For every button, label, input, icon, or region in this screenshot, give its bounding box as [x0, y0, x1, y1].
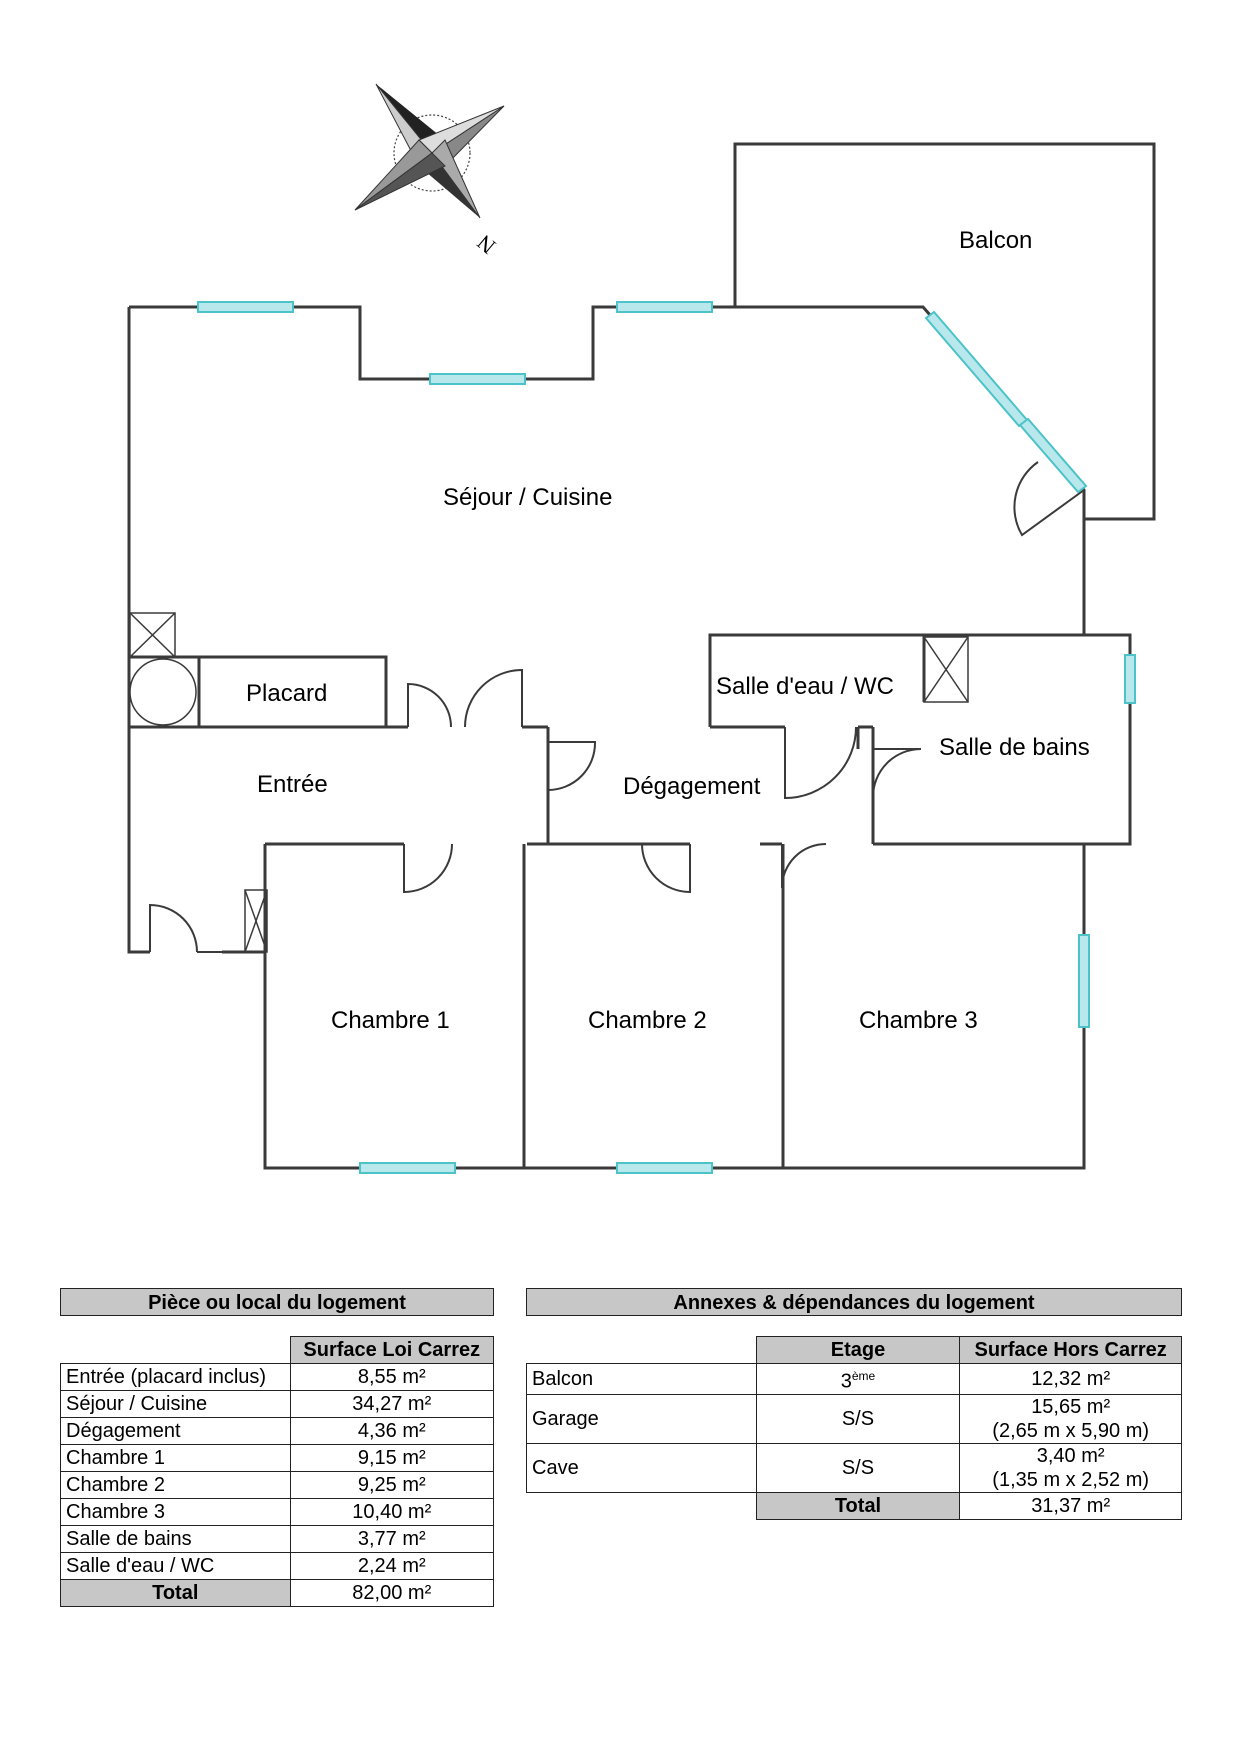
column-header-surface-hors-carrez: Surface Hors Carrez	[960, 1337, 1182, 1364]
table-row: Cave S/S 3,40 m² (1,35 m x 2,52 m)	[527, 1443, 1182, 1492]
table-right-title: Annexes & dépendances du logement	[526, 1288, 1182, 1316]
room-label-chambre-3: Chambre 3	[859, 1007, 978, 1034]
column-header-etage: Etage	[756, 1337, 960, 1364]
room-label-salle-eau: Salle d'eau / WC	[716, 673, 894, 700]
doors	[150, 462, 1084, 952]
table-total-row	[61, 1580, 494, 1607]
room-label-sejour: Séjour / Cuisine	[443, 484, 613, 511]
table-row: Chambre 2 9,25 m²	[61, 1472, 494, 1499]
table-row: Chambre 1 9,15 m²	[61, 1445, 494, 1472]
compass-north-label: N	[472, 229, 501, 260]
table-total-row	[527, 1492, 1182, 1519]
room-label-salle-bains: Salle de bains	[939, 734, 1090, 761]
room-label-placard: Placard	[246, 680, 328, 707]
room-label-entree: Entrée	[257, 771, 328, 798]
compass-rose-icon	[355, 84, 504, 259]
column-header-surface-loi-carrez: Surface Loi Carrez	[290, 1337, 493, 1364]
total-label: Total	[61, 1580, 291, 1607]
total-value: 31,37 m²	[960, 1492, 1182, 1519]
table-row: Séjour / Cuisine 34,27 m²	[61, 1391, 494, 1418]
table-row: Balcon 3ème 12,32 m²	[527, 1364, 1182, 1395]
table-row: Salle d'eau / WC 2,24 m²	[61, 1553, 494, 1580]
table-annexes	[526, 1336, 1182, 1520]
table-row: Salle de bains 3,77 m²	[61, 1526, 494, 1553]
table-row: Chambre 3 10,40 m²	[61, 1499, 494, 1526]
total-value: 82,00 m²	[290, 1580, 493, 1607]
room-label-chambre-2: Chambre 2	[588, 1007, 707, 1034]
table-loi-carrez	[60, 1336, 494, 1607]
table-left-title: Pièce ou local du logement	[60, 1288, 494, 1316]
table-row: Dégagement 4,36 m²	[61, 1418, 494, 1445]
total-label: Total	[756, 1492, 960, 1519]
table-row: Garage S/S 15,65 m² (2,65 m x 5,90 m)	[527, 1394, 1182, 1443]
room-label-degagement: Dégagement	[623, 773, 761, 800]
room-label-balcon: Balcon	[959, 227, 1033, 254]
table-row: Entrée (placard inclus) 8,55 m²	[61, 1364, 494, 1391]
room-label-chambre-1: Chambre 1	[331, 1007, 450, 1034]
